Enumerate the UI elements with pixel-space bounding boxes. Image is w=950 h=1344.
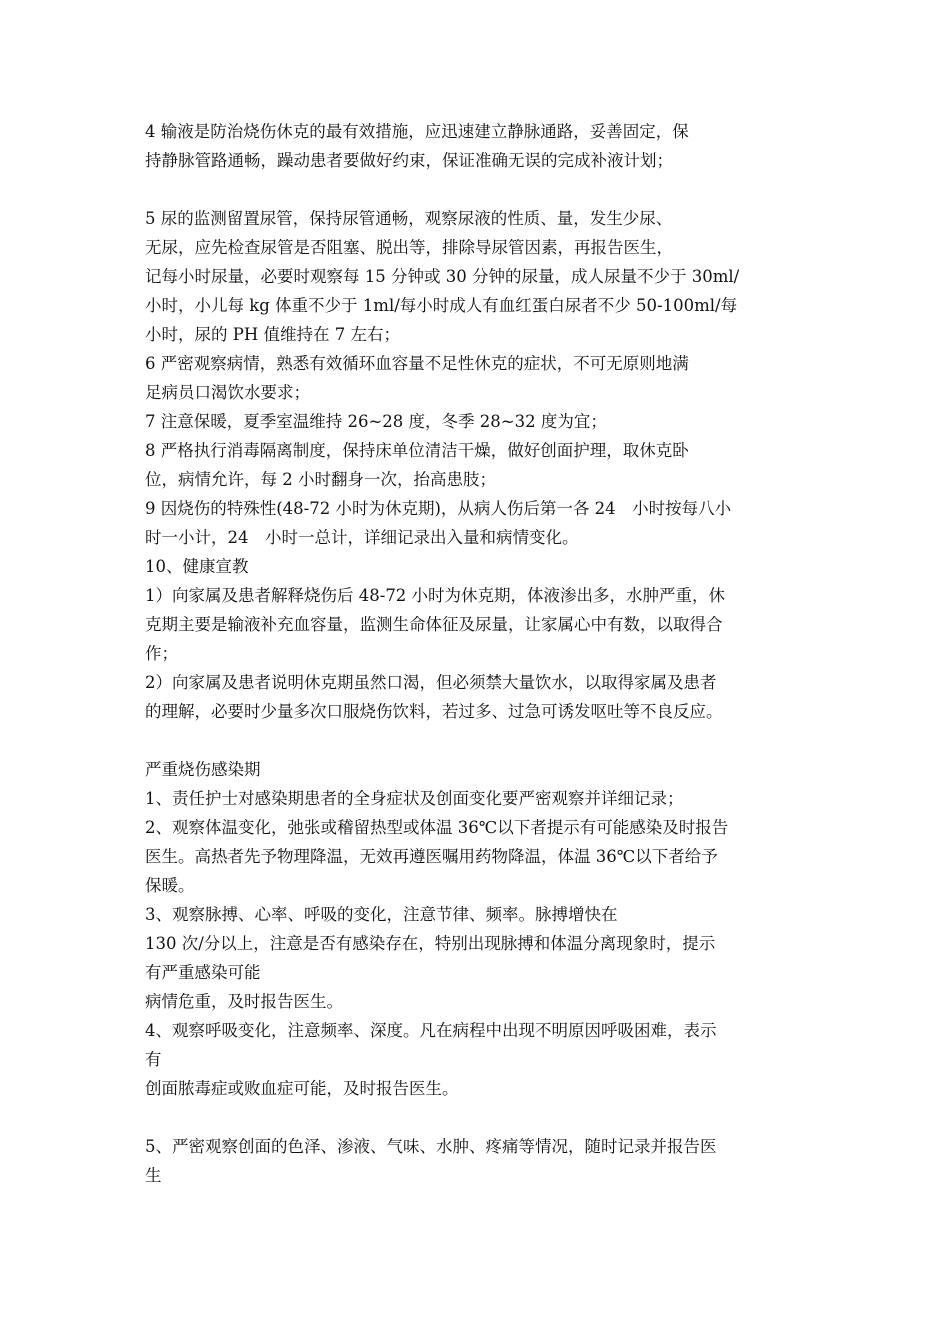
text-line: 小时，尿的 PH 值维持在 7 左右； xyxy=(145,325,400,344)
text-line: 有 xyxy=(145,1050,162,1069)
text-line: 的理解，必要时少量多次口服烧伤饮料，若过多、过急可诱发呕吐等不良反应。 xyxy=(145,702,723,721)
section-heading: 10、健康宣教 xyxy=(145,557,249,576)
document-body xyxy=(145,117,815,1190)
text-line: 克期主要是输液补充血容量，监测生命体征及尿量，让家属心中有数，以取得合 xyxy=(145,615,723,634)
blank-line xyxy=(145,1103,815,1132)
text-line: 病情危重，及时报告医生。 xyxy=(145,992,343,1011)
text-line: 作； xyxy=(145,644,178,663)
text-line: 130 次/分以上，注意是否有感染存在，特别出现脉搏和体温分离现象时，提示 xyxy=(145,934,716,953)
text-line: 小时，小儿每 kg 体重不少于 1ml/每小时成人有血红蛋白尿者不少 50-100ml/每 xyxy=(145,296,738,315)
text-line: 4 输液是防治烧伤休克的最有效措施，应迅速建立静脉通路，妥善固定，保 xyxy=(145,122,689,141)
text-line: 足病员口渴饮水要求； xyxy=(145,383,310,402)
text-line: 创面脓毒症或败血症可能，及时报告医生。 xyxy=(145,1079,459,1098)
text-line: 2、观察体温变化，弛张或稽留热型或体温 36℃以下者提示有可能感染及时报告 xyxy=(145,818,729,837)
text-line: 1）向家属及患者解释烧伤后 48-72 小时为休克期，体液渗出多，水肿严重，休 xyxy=(145,586,726,605)
text-line: 5、严密观察创面的色泽、渗液、气味、水肿、疼痛等情况，随时记录并报告医 xyxy=(145,1137,717,1156)
text-line: 无尿，应先检查尿管是否阻塞、脱出等，排除导尿管因素，再报告医生， xyxy=(145,238,673,257)
blank-line xyxy=(145,726,815,755)
text-line: 3、观察脉搏、心率、呼吸的变化，注意节律、频率。脉搏增快在 xyxy=(145,905,618,924)
text-line: 1、责任护士对感染期患者的全身症状及创面变化要严密观察并详细记录； xyxy=(145,789,684,808)
text-line: 有严重感染可能 xyxy=(145,963,261,982)
text-line: 位，病情允许，每 2 小时翻身一次，抬高患肢； xyxy=(145,470,496,489)
text-line: 7 注意保暖，夏季室温维持 26~28 度，冬季 28~32 度为宜； xyxy=(145,412,607,431)
text-line: 保暖。 xyxy=(145,876,195,895)
text-line: 5 尿的监测留置尿管，保持尿管通畅，观察尿液的性质、量，发生少尿、 xyxy=(145,209,673,228)
text-line: 生 xyxy=(145,1166,162,1185)
text-line: 持静脉管路通畅，躁动患者要做好约束，保证准确无误的完成补液计划； xyxy=(145,151,673,170)
blank-line xyxy=(145,175,815,204)
text-line: 4、观察呼吸变化，注意频率、深度。凡在病程中出现不明原因呼吸困难，表示 xyxy=(145,1021,717,1040)
text-line: 医生。高热者先予物理降温，无效再遵医嘱用药物降温，体温 36℃以下者给予 xyxy=(145,847,718,866)
text-line: 8 严格执行消毒隔离制度，保持床单位清洁干燥，做好创面护理，取休克卧 xyxy=(145,441,689,460)
text-line: 时一小计，24 小时一总计，详细记录出入量和病情变化。 xyxy=(145,528,579,547)
section-heading: 严重烧伤感染期 xyxy=(145,760,261,779)
text-line: 6 严密观察病情，熟悉有效循环血容量不足性休克的症状，不可无原则地满 xyxy=(145,354,689,373)
text-line: 记每小时尿量，必要时观察每 15 分钟或 30 分钟的尿量，成人尿量不少于 30ml/ xyxy=(145,267,740,286)
text-line: 2）向家属及患者说明休克期虽然口渴，但必须禁大量饮水，以取得家属及患者 xyxy=(145,673,717,692)
text-line: 9 因烧伤的特殊性(48-72 小时为休克期)，从病人伤后第一各 24 小时按每八小 xyxy=(145,499,732,518)
